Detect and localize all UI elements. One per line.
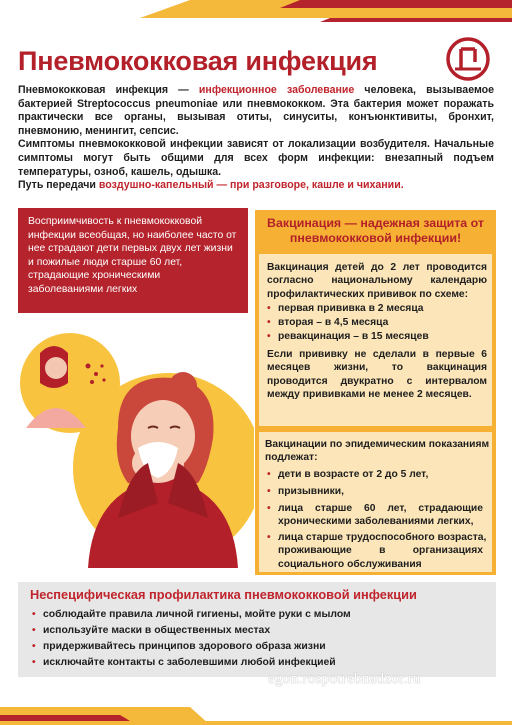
schedule-item: • вторая – в 4,5 месяца xyxy=(267,316,388,329)
prevention-title: Неспецифическая профилактика пневмококковой инфекции xyxy=(30,587,417,602)
vaccination-schedule-card: Вакцинация детей до 2 лет проводится согласно национальному календарю профилактических прививок по схеме: • первая прививка в 2 месяца • вторая – в 4,5 месяца • ревакцинация – в 15 месяцев Если прививку не сделали в первые 6 месяцев жизни, то вакцинация проводится двукратно с интервалом между прививками не менее 2 месяцев. xyxy=(259,254,492,426)
page-title: Пневмококковая инфекция xyxy=(18,46,378,76)
group-item: • дети в возрасте от 2 до 5 лет, xyxy=(267,468,428,481)
vaccination-header: Вакцинация — надежная защита от пневмококковой инфекции! xyxy=(267,216,484,245)
prevention-item: • соблюдайте правила личной гигиены, мойте руки с мылом xyxy=(32,609,351,620)
group-item: • лица старше 60 лет, страдающие xyxy=(267,502,483,515)
intro-text xyxy=(18,84,494,193)
schedule-item: • ревакцинация – в 15 месяцев xyxy=(267,330,429,343)
intro-paragraph-transmission: Путь передачи воздушно-капельный — при разговоре, кашле и чихании. xyxy=(18,179,404,192)
prevention-item: • исключайте контакты с заболевшими любой инфекцией xyxy=(32,657,336,668)
intro-paragraph-definition: Пневмококковая инфекция — инфекционное заболевание человека, вызываемое бактерией Streptococcus pneumoniae или пневмококком. Эта бактерия может поражать практически все органы, вызывая отиты, синуситы, конъюнктивиты, бронхит, пневмонию, менингит, сепсис. xyxy=(18,84,495,137)
highlight-transmission-route: воздушно-капельный — при разговоре, кашле и чихании. xyxy=(98,179,404,192)
group-item: • лица старше трудоспособного возраста, xyxy=(267,531,486,544)
susceptibility-box: Восприимчивость к пневмококковой инфекции всеобщая, но наиболее часто от нее страдают дети первых двух лет жизни и пожилые люди старше 60 лет, страдающие хроническими заболеваниями легких xyxy=(18,208,248,313)
highlight-infectious-disease: инфекционное заболевание xyxy=(198,84,355,96)
top-decorative-stripes xyxy=(0,0,512,30)
vaccination-box xyxy=(255,210,496,575)
group-item: • призывники, xyxy=(267,485,344,498)
prevention-item: • используйте маски в общественных местах xyxy=(32,625,270,636)
bottom-decorative-stripes xyxy=(0,697,512,725)
epidemic-indications-card: Вакцинации по эпидемическим показаниям подлежат: • дети в возрасте от 2 до 5 лет, • призывники, • лица старше 60 лет, страдающие хроническими заболеваниями легких, • лица старше трудоспособного возраста, проживающие в организациях социального обслуживания xyxy=(259,432,492,572)
sneezing-woman-illustration xyxy=(18,318,254,568)
website-watermark: egon.rospotrebnadzor.ru xyxy=(268,671,421,687)
prevention-item: • придерживайтесь принципов здорового образа жизни xyxy=(32,641,326,652)
prevention-box xyxy=(18,582,496,677)
intro-paragraph-symptoms: Симптомы пневмококковой инфекции зависят от локализации возбудителя. Начальные симптомы могут быть общими для всех форм инфекции: внезапный подъем температуры, озноб, кашель, одышка. xyxy=(18,138,494,178)
schedule-item: • первая прививка в 2 месяца xyxy=(267,302,424,315)
rospotrebnadzor-logo-icon xyxy=(445,36,491,82)
